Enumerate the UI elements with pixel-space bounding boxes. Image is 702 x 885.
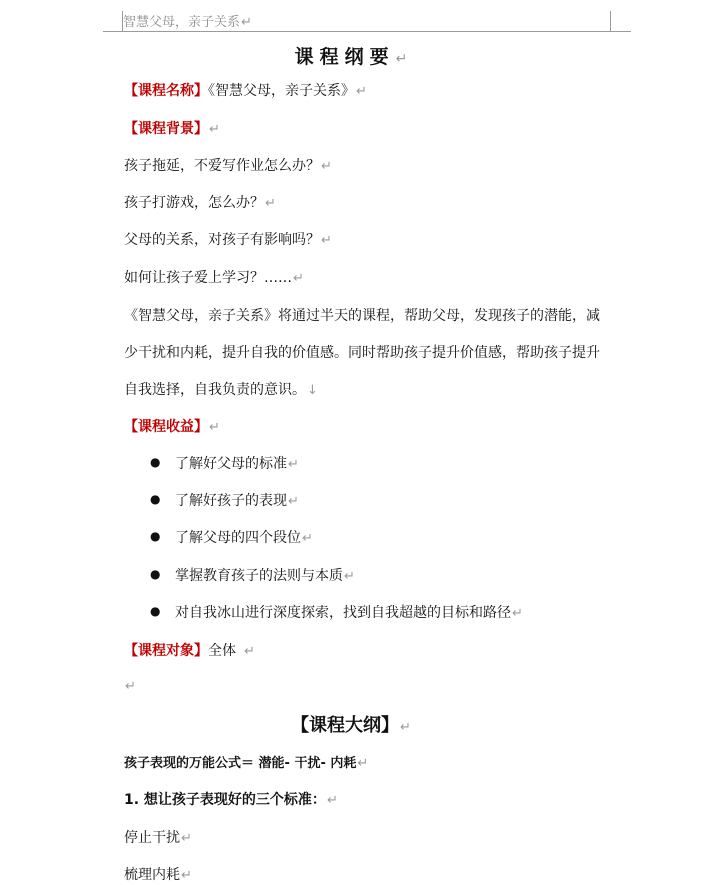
paragraph-mark: ↵ xyxy=(209,122,220,137)
paragraph-mark: ↵ xyxy=(244,644,255,659)
paragraph-mark: ↵ xyxy=(288,494,299,509)
benefit-text: 了解父母的四个段位 xyxy=(175,530,301,546)
section-1-text: 1. 想让孩子表现好的三个标准： xyxy=(124,792,326,808)
question-text: 如何让孩子爱上学习？…… xyxy=(124,270,292,286)
bullet-icon: ● xyxy=(150,529,161,543)
paragraph-mark: ↵ xyxy=(181,831,192,846)
benefit-item xyxy=(175,527,313,547)
paragraph-mark: ↵ xyxy=(344,569,355,584)
paragraph-mark: ↵ xyxy=(288,457,299,472)
question-text: 孩子打游戏，怎么办？ xyxy=(124,195,264,211)
paragraph-mark: ↵ xyxy=(400,720,411,735)
paragraph-mark: ↵ xyxy=(181,868,192,883)
course-name-value: 《智慧父母，亲子关系》 xyxy=(208,83,355,99)
formula-line xyxy=(124,752,368,771)
background-label: 【课程背景】 xyxy=(124,121,208,137)
bullet-icon: ● xyxy=(150,567,161,581)
bullet-icon: ● xyxy=(150,492,161,506)
benefit-text: 对自我冰山进行深度探索，找到自我超越的目标和路径 xyxy=(175,605,511,621)
course-name-label: 【课程名称】 xyxy=(124,83,208,99)
title-text: 课程纲要 xyxy=(294,46,395,68)
empty-paragraph xyxy=(124,678,136,694)
audience-value: 全体 xyxy=(208,643,236,659)
outline-line-text: 梳理内耗 xyxy=(124,867,180,883)
page-title xyxy=(0,42,702,69)
bullet-icon: ● xyxy=(150,604,161,618)
audience-line xyxy=(124,640,255,660)
outline-heading-text: 【课程大纲】 xyxy=(291,715,400,736)
audience-label: 【课程对象】 xyxy=(124,643,208,659)
question-text: 孩子拖延，不爱写作业怎么办？ xyxy=(124,158,320,174)
paragraph-mark: ↵ xyxy=(209,420,220,435)
paragraph-mark: ↵ xyxy=(321,233,332,248)
header-rule xyxy=(103,31,631,32)
paragraph-mark: ↵ xyxy=(125,679,136,694)
outline-line xyxy=(124,864,192,884)
outline-line-text: 停止干扰 xyxy=(124,830,180,846)
benefit-text: 了解好父母的标准 xyxy=(175,456,287,472)
page-header xyxy=(123,11,252,30)
benefit-item xyxy=(175,602,523,622)
benefit-item xyxy=(175,453,299,473)
background-question xyxy=(124,155,332,175)
background-heading xyxy=(124,118,220,138)
section-1-heading xyxy=(124,789,338,809)
paragraph-mark: ↵ xyxy=(293,271,304,286)
outline-line xyxy=(124,827,192,847)
benefit-text: 掌握教育孩子的法则与本质 xyxy=(175,568,343,584)
benefit-text: 了解好孩子的表现 xyxy=(175,493,287,509)
paragraph-mark: ↵ xyxy=(357,756,369,771)
outline-heading xyxy=(0,711,702,737)
header-text: 智慧父母，亲子关系 xyxy=(123,15,241,30)
background-question xyxy=(124,267,304,287)
paragraph-mark: ↵ xyxy=(321,159,332,174)
formula-text: 孩子表现的万能公式＝ 潜能- 干扰- 内耗 xyxy=(124,756,357,771)
paragraph-mark: ↵ xyxy=(512,606,523,621)
header-margin-mark-right xyxy=(610,11,611,31)
bullet-icon: ● xyxy=(150,455,161,469)
background-paragraph-line-last xyxy=(124,379,318,399)
background-paragraph-line: 《智慧父母，亲子关系》将通过半天的课程，帮助父母，发现孩子的潜能，减 xyxy=(124,308,600,324)
paragraph-text: 自我选择，自我负责的意识。 xyxy=(124,382,306,398)
paragraph-mark: ↵ xyxy=(326,793,338,808)
paragraph-mark: ↵ xyxy=(356,84,367,99)
course-name-line xyxy=(124,80,367,100)
benefits-label: 【课程收益】 xyxy=(124,419,208,435)
benefits-heading xyxy=(124,416,220,436)
paragraph-mark: ↵ xyxy=(302,531,313,546)
paragraph-mark: ↵ xyxy=(241,15,252,30)
line-break-mark: ↓ xyxy=(307,383,318,398)
benefit-item xyxy=(175,565,355,585)
benefit-item xyxy=(175,490,299,510)
question-text: 父母的关系，对孩子有影响吗？ xyxy=(124,232,320,248)
paragraph-mark: ↵ xyxy=(395,51,408,67)
background-question xyxy=(124,192,276,212)
background-paragraph-line: 少干扰和内耗，提升自我的价值感。同时帮助孩子提升价值感，帮助孩子提升 xyxy=(124,345,600,361)
background-question xyxy=(124,229,332,249)
paragraph-mark: ↵ xyxy=(265,196,276,211)
